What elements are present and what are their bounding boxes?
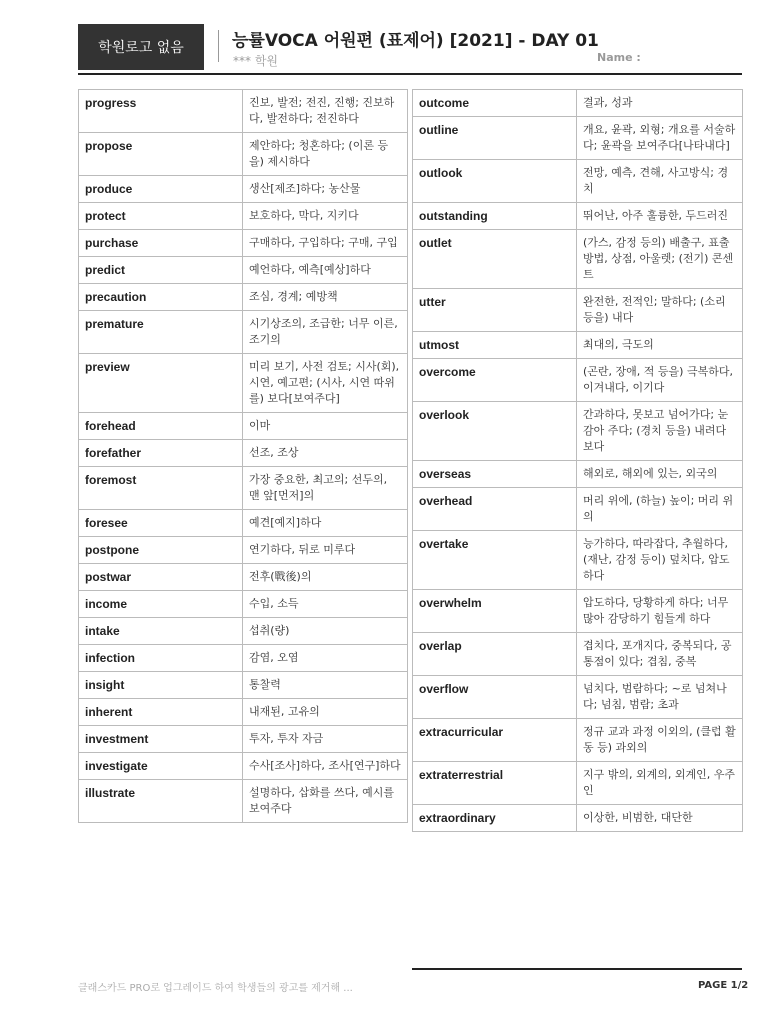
vocab-meaning: 가장 중요한, 최고의; 선두의, 맨 앞[먼저]의: [243, 467, 408, 510]
student-name-label: Name :: [597, 51, 641, 64]
vocab-meaning: 이마: [243, 413, 408, 440]
vocab-word: overflow: [413, 676, 577, 719]
vocab-row: [79, 311, 408, 354]
vocab-row: [413, 633, 743, 676]
vocab-word: produce: [79, 176, 243, 203]
vocab-meaning: 개요, 윤곽, 외형; 개요를 서술하다; 윤곽을 보여주다[나타내다]: [577, 117, 743, 160]
vocab-row: [79, 440, 408, 467]
vocab-meaning: 내재된, 고유의: [243, 699, 408, 726]
vocab-meaning: 보호하다, 막다, 지키다: [243, 203, 408, 230]
vocab-row: [79, 699, 408, 726]
vocab-row: [79, 354, 408, 413]
vocab-meaning: 조심, 경계; 예방책: [243, 284, 408, 311]
vocab-word: overcome: [413, 359, 577, 402]
vocab-meaning: 수입, 소득: [243, 591, 408, 618]
vocab-meaning: 감염, 오염: [243, 645, 408, 672]
vocab-meaning: 간과하다, 못보고 넘어가다; 눈감아 주다; (경치 등을) 내려다보다: [577, 402, 743, 461]
vocab-word: overseas: [413, 461, 577, 488]
vocab-word: outlook: [413, 160, 577, 203]
vocab-word: utter: [413, 289, 577, 332]
vocab-meaning: 진보, 발전; 전진, 진행; 진보하다, 발전하다; 전진하다: [243, 90, 408, 133]
vocab-row: [413, 402, 743, 461]
vocab-row: [413, 461, 743, 488]
vocab-table-left: [78, 89, 408, 823]
vocab-row: [79, 537, 408, 564]
vocab-word: propose: [79, 133, 243, 176]
vocab-row: [413, 762, 743, 805]
vocab-meaning: 예견[예지]하다: [243, 510, 408, 537]
vocab-row: [79, 510, 408, 537]
vocab-meaning: 완전한, 전적인; 말하다; (소리 등을) 내다: [577, 289, 743, 332]
vocab-row: [79, 645, 408, 672]
vocab-row: [413, 359, 743, 402]
vocab-meaning: (가스, 감정 등의) 배출구, 표출 방법, 상점, 아울렛; (전기) 콘센트: [577, 230, 743, 289]
vocab-row: [413, 719, 743, 762]
vocab-word: forehead: [79, 413, 243, 440]
vocab-word: foresee: [79, 510, 243, 537]
vocab-word: forefather: [79, 440, 243, 467]
vocab-row: [79, 467, 408, 510]
vocab-row: [79, 230, 408, 257]
vocab-meaning: 정규 교과 과정 이외의, (클럽 활동 등) 과외의: [577, 719, 743, 762]
vocab-row: [413, 531, 743, 590]
academy-name: *** 학원: [233, 54, 278, 68]
vocab-row: [79, 284, 408, 311]
vocab-word: foremost: [79, 467, 243, 510]
vocab-row: [413, 676, 743, 719]
vocab-meaning: 통찰력: [243, 672, 408, 699]
vocab-word: premature: [79, 311, 243, 354]
vocab-row: [79, 564, 408, 591]
vocab-meaning: 선조, 조상: [243, 440, 408, 467]
vocab-word: outstanding: [413, 203, 577, 230]
vocab-word: overhead: [413, 488, 577, 531]
vocab-meaning: 머리 위에, (하늘) 높이; 머리 위의: [577, 488, 743, 531]
vocab-word: overtake: [413, 531, 577, 590]
footer-rule: [412, 968, 742, 970]
vocab-word: utmost: [413, 332, 577, 359]
vocab-word: precaution: [79, 284, 243, 311]
vocab-row: [79, 133, 408, 176]
vocab-row: [79, 413, 408, 440]
vocab-row: [413, 805, 743, 832]
vocab-row: [79, 726, 408, 753]
vocab-word: progress: [79, 90, 243, 133]
vocab-word: illustrate: [79, 780, 243, 823]
vocab-row: [79, 203, 408, 230]
vocab-word: income: [79, 591, 243, 618]
vocab-meaning: 능가하다, 따라잡다, 추월하다, (재난, 감정 등이) 덮치다, 압도하다: [577, 531, 743, 590]
vocab-word: extraterrestrial: [413, 762, 577, 805]
vocab-word: purchase: [79, 230, 243, 257]
vocab-word: outline: [413, 117, 577, 160]
vocab-word: overlook: [413, 402, 577, 461]
vocab-meaning: 섭취(량): [243, 618, 408, 645]
vocab-meaning: 겹치다, 포개지다, 중복되다, 공통점이 있다; 겹침, 중복: [577, 633, 743, 676]
vocab-word: extracurricular: [413, 719, 577, 762]
vocab-meaning: (곤란, 장애, 적 등을) 극복하다, 이겨내다, 이기다: [577, 359, 743, 402]
vocab-row: [79, 176, 408, 203]
vocab-word: insight: [79, 672, 243, 699]
vocab-row: [413, 203, 743, 230]
vocab-row: [79, 90, 408, 133]
vocab-meaning: 시기상조의, 조급한; 너무 이른, 조기의: [243, 311, 408, 354]
vocab-meaning: 연기하다, 뒤로 미루다: [243, 537, 408, 564]
vocab-meaning: 미리 보기, 사전 검토; 시사(회), 시연, 예고편; (시사, 시연 따위를) 보다[보여주다]: [243, 354, 408, 413]
vocab-meaning: 제안하다; 청혼하다; (이론 등을) 제시하다: [243, 133, 408, 176]
vocab-row: [413, 590, 743, 633]
vocab-meaning: 예언하다, 예측[예상]하다: [243, 257, 408, 284]
vocab-row: [413, 289, 743, 332]
vocab-row: [413, 230, 743, 289]
vocab-meaning: 압도하다, 당황하게 하다; 너무 많아 감당하기 힘들게 하다: [577, 590, 743, 633]
vocab-row: [413, 488, 743, 531]
vocab-meaning: 설명하다, 삽화를 쓰다, 예시를 보여주다: [243, 780, 408, 823]
vocab-word: infection: [79, 645, 243, 672]
vocab-row: [413, 90, 743, 117]
vocab-word: inherent: [79, 699, 243, 726]
vocab-row: [79, 257, 408, 284]
vocab-word: overlap: [413, 633, 577, 676]
vocab-table-right: [412, 89, 743, 832]
vocab-meaning: 넘치다, 범람하다; ~로 넘쳐나다; 넘침, 범람; 초과: [577, 676, 743, 719]
vocab-word: extraordinary: [413, 805, 577, 832]
vocab-meaning: 전망, 예측, 견해, 사고방식; 경치: [577, 160, 743, 203]
vocab-meaning: 생산[제조]하다; 농산물: [243, 176, 408, 203]
vocab-word: predict: [79, 257, 243, 284]
vocab-meaning: 해외로, 해외에 있는, 외국의: [577, 461, 743, 488]
vocab-meaning: 최대의, 극도의: [577, 332, 743, 359]
vocab-meaning: 결과, 성과: [577, 90, 743, 117]
vocab-row: [79, 672, 408, 699]
vocab-row: [79, 753, 408, 780]
vocab-row: [413, 160, 743, 203]
vocab-word: outcome: [413, 90, 577, 117]
vocab-meaning: 지구 밖의, 외계의, 외계인, 우주인: [577, 762, 743, 805]
vocab-word: intake: [79, 618, 243, 645]
vocab-word: investigate: [79, 753, 243, 780]
vocab-word: postpone: [79, 537, 243, 564]
document-title: 능률VOCA 어원편 (표제어) [2021] - DAY 01: [232, 31, 599, 51]
vocab-row: [413, 332, 743, 359]
logo-text: 학원로고 없음: [98, 40, 184, 56]
vocab-word: overwhelm: [413, 590, 577, 633]
vocab-word: outlet: [413, 230, 577, 289]
vocab-row: [413, 117, 743, 160]
vocab-row: [79, 780, 408, 823]
vocab-meaning: 수사[조사]하다, 조사[연구]하다: [243, 753, 408, 780]
vocab-meaning: 구매하다, 구입하다; 구매, 구입: [243, 230, 408, 257]
vocab-meaning: 이상한, 비범한, 대단한: [577, 805, 743, 832]
vocab-word: preview: [79, 354, 243, 413]
vocab-word: investment: [79, 726, 243, 753]
vocab-row: [79, 591, 408, 618]
upgrade-ad-text: 클래스카드 PRO로 업그레이드 하여 학생들의 광고를 제거해 ...: [78, 983, 353, 994]
vocab-word: postwar: [79, 564, 243, 591]
vocab-row: [79, 618, 408, 645]
vocab-word: protect: [79, 203, 243, 230]
vocab-meaning: 뛰어난, 아주 훌륭한, 두드러진: [577, 203, 743, 230]
vocab-meaning: 전후(戰後)의: [243, 564, 408, 591]
page-number: PAGE 1/2: [698, 980, 749, 991]
vocab-meaning: 투자, 투자 자금: [243, 726, 408, 753]
